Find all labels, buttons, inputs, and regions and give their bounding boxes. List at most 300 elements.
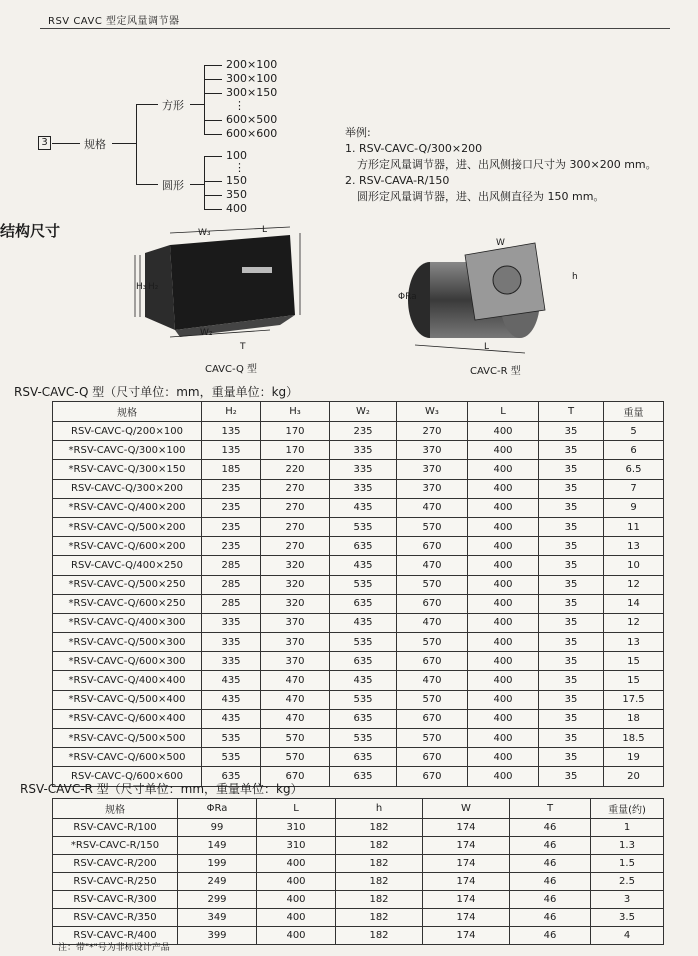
value-cell: 470 [397, 613, 468, 632]
value-cell: 185 [202, 460, 261, 479]
table-row [53, 537, 664, 556]
example-line: 2. RSV-CAVA-R/150 [345, 174, 450, 187]
table-row [53, 460, 664, 479]
tree-connector [204, 195, 222, 196]
col-header: 规格 [53, 799, 178, 819]
value-cell: 182 [336, 873, 423, 891]
spec-cell: *RSV-CAVC-Q/500×500 [53, 729, 202, 748]
value-cell: 535 [330, 690, 397, 709]
value-cell: 35 [539, 709, 604, 728]
dim-label-h: h [572, 272, 578, 282]
spec-cell: RSV-CAVC-Q/200×100 [53, 422, 202, 441]
tree-connector [112, 143, 136, 144]
value-cell: 400 [468, 441, 539, 460]
value-cell: 6.5 [604, 460, 664, 479]
value-cell: 400 [468, 594, 539, 613]
value-cell: 35 [539, 517, 604, 536]
value-cell: 470 [397, 671, 468, 690]
table-row [53, 652, 664, 671]
value-cell: 270 [261, 498, 330, 517]
value-cell: 182 [336, 909, 423, 927]
round-size-ellipsis: ⋮ [234, 161, 245, 174]
round-size: 150 [226, 174, 247, 187]
tree-connector [190, 184, 204, 185]
value-cell: 400 [468, 479, 539, 498]
tree-connector [190, 104, 204, 105]
value-cell: 46 [510, 891, 591, 909]
tree-connector [204, 181, 222, 182]
value-cell: 570 [397, 729, 468, 748]
value-cell: 18 [604, 709, 664, 728]
table-row [53, 729, 664, 748]
value-cell: 400 [257, 873, 336, 891]
square-size-ellipsis: ⋮ [234, 99, 245, 112]
table-q-title: RSV-CAVC-Q 型（尺寸单位：mm，重量单位：kg） [14, 385, 299, 399]
value-cell: 470 [261, 709, 330, 728]
table-r [52, 798, 664, 945]
value-cell: 635 [330, 594, 397, 613]
value-cell: 400 [468, 729, 539, 748]
col-header: 规格 [53, 402, 202, 422]
value-cell: 285 [202, 575, 261, 594]
table-row [53, 479, 664, 498]
value-cell: 270 [261, 517, 330, 536]
value-cell: 400 [468, 460, 539, 479]
value-cell: 199 [178, 855, 257, 873]
value-cell: 535 [330, 575, 397, 594]
value-cell: 174 [423, 855, 510, 873]
value-cell: 285 [202, 594, 261, 613]
value-cell: 570 [397, 517, 468, 536]
spec-cell: RSV-CAVC-R/350 [53, 909, 178, 927]
value-cell: 435 [330, 498, 397, 517]
spec-cell: RSV-CAVC-R/400 [53, 927, 178, 945]
spec-cell: RSV-CAVC-Q/400×250 [53, 556, 202, 575]
value-cell: 535 [330, 633, 397, 652]
spec-cell: RSV-CAVC-R/200 [53, 855, 178, 873]
table-row [53, 855, 664, 873]
value-cell: 670 [397, 767, 468, 786]
round-size: 100 [226, 149, 247, 162]
value-cell: 570 [261, 729, 330, 748]
value-cell: 11 [604, 517, 664, 536]
value-cell: 149 [178, 837, 257, 855]
value-cell: 1.3 [591, 837, 664, 855]
cavc-q-drawing [130, 225, 330, 350]
value-cell: 635 [330, 709, 397, 728]
value-cell: 1 [591, 819, 664, 837]
value-cell: 18.5 [604, 729, 664, 748]
value-cell: 335 [202, 633, 261, 652]
value-cell: 400 [468, 709, 539, 728]
example-line: 方形定风量调节器，进、出风侧接口尺寸为 300×200 mm。 [357, 158, 657, 171]
table-row [53, 422, 664, 441]
value-cell: 670 [397, 709, 468, 728]
spec-cell: *RSV-CAVC-Q/400×400 [53, 671, 202, 690]
value-cell: 174 [423, 927, 510, 945]
value-cell: 399 [178, 927, 257, 945]
table-row [53, 441, 664, 460]
value-cell: 35 [539, 652, 604, 671]
value-cell: 370 [261, 633, 330, 652]
value-cell: 235 [202, 537, 261, 556]
value-cell: 46 [510, 909, 591, 927]
value-cell: 335 [202, 652, 261, 671]
value-cell: 335 [330, 479, 397, 498]
value-cell: 182 [336, 927, 423, 945]
value-cell: 635 [330, 652, 397, 671]
value-cell: 470 [261, 671, 330, 690]
value-cell: 174 [423, 837, 510, 855]
value-cell: 670 [261, 767, 330, 786]
value-cell: 435 [330, 556, 397, 575]
value-cell: 35 [539, 441, 604, 460]
value-cell: 570 [397, 633, 468, 652]
value-cell: 135 [202, 441, 261, 460]
spec-cell: *RSV-CAVC-Q/300×100 [53, 441, 202, 460]
value-cell: 235 [202, 479, 261, 498]
value-cell: 35 [539, 594, 604, 613]
spec-cell: *RSV-CAVC-Q/500×300 [53, 633, 202, 652]
dim-label-w: W [496, 238, 505, 248]
table-row [53, 575, 664, 594]
value-cell: 400 [468, 690, 539, 709]
value-cell: 370 [397, 441, 468, 460]
square-label: 方形 [162, 99, 184, 112]
round-size: 350 [226, 188, 247, 201]
value-cell: 35 [539, 537, 604, 556]
header-divider [40, 28, 670, 29]
col-header: 重量(约) [591, 799, 664, 819]
value-cell: 400 [257, 891, 336, 909]
col-header: T [510, 799, 591, 819]
tree-connector [204, 156, 205, 209]
dim-label-t: T [240, 342, 246, 352]
value-cell: 670 [397, 652, 468, 671]
value-cell: 220 [261, 460, 330, 479]
square-size: 300×100 [226, 72, 278, 85]
value-cell: 15 [604, 671, 664, 690]
table-q-header-row [53, 402, 664, 422]
footnote: 注：带"*"号为非标设计产品 [58, 943, 170, 953]
col-header: h [336, 799, 423, 819]
value-cell: 35 [539, 556, 604, 575]
value-cell: 235 [202, 517, 261, 536]
table-row [53, 671, 664, 690]
value-cell: 270 [261, 537, 330, 556]
value-cell: 400 [468, 652, 539, 671]
value-cell: 370 [261, 613, 330, 632]
value-cell: 670 [397, 748, 468, 767]
value-cell: 535 [202, 729, 261, 748]
spec-cell: *RSV-CAVC-Q/600×400 [53, 709, 202, 728]
spec-cell: *RSV-CAVC-Q/400×300 [53, 613, 202, 632]
value-cell: 335 [202, 613, 261, 632]
value-cell: 182 [336, 855, 423, 873]
col-header: 重量 [604, 402, 664, 422]
table-row [53, 517, 664, 536]
table-row [53, 891, 664, 909]
dim-label-h3: H₃ [136, 282, 147, 292]
tree-connector [136, 104, 137, 184]
value-cell: 249 [178, 873, 257, 891]
spec-cell: RSV-CAVC-R/100 [53, 819, 178, 837]
col-header: H₃ [261, 402, 330, 422]
spec-cell: *RSV-CAVC-Q/500×400 [53, 690, 202, 709]
value-cell: 635 [330, 767, 397, 786]
table-row [53, 748, 664, 767]
table-row [53, 594, 664, 613]
value-cell: 35 [539, 498, 604, 517]
spec-cell: RSV-CAVC-Q/300×200 [53, 479, 202, 498]
value-cell: 320 [261, 556, 330, 575]
value-cell: 435 [202, 690, 261, 709]
dim-label-w3: W₃ [198, 228, 211, 238]
tree-connector [204, 156, 222, 157]
value-cell: 470 [397, 556, 468, 575]
value-cell: 535 [330, 517, 397, 536]
value-cell: 400 [468, 748, 539, 767]
value-cell: 635 [202, 767, 261, 786]
spec-cell: *RSV-CAVC-Q/400×200 [53, 498, 202, 517]
spec-cell: *RSV-CAVC-Q/600×250 [53, 594, 202, 613]
spec-cell: *RSV-CAVC-R/150 [53, 837, 178, 855]
table-row [53, 556, 664, 575]
value-cell: 17.5 [604, 690, 664, 709]
square-size: 300×150 [226, 86, 278, 99]
value-cell: 170 [261, 441, 330, 460]
table-row [53, 837, 664, 855]
value-cell: 435 [330, 671, 397, 690]
value-cell: 46 [510, 837, 591, 855]
value-cell: 635 [330, 748, 397, 767]
spec-cell: *RSV-CAVC-Q/500×250 [53, 575, 202, 594]
dim-label-l: L [262, 225, 268, 235]
spec-label: 规格 [84, 138, 106, 151]
tree-connector [204, 120, 222, 121]
tree-connector [136, 104, 158, 105]
value-cell: 535 [202, 748, 261, 767]
col-header: ΦRa [178, 799, 257, 819]
value-cell: 9 [604, 498, 664, 517]
value-cell: 670 [397, 594, 468, 613]
value-cell: 400 [257, 927, 336, 945]
value-cell: 670 [397, 537, 468, 556]
col-header: L [468, 402, 539, 422]
section-title: 结构尺寸 [0, 222, 61, 240]
value-cell: 570 [397, 575, 468, 594]
value-cell: 174 [423, 819, 510, 837]
value-cell: 170 [261, 422, 330, 441]
value-cell: 400 [468, 422, 539, 441]
value-cell: 46 [510, 927, 591, 945]
value-cell: 35 [539, 767, 604, 786]
spec-cell: *RSV-CAVC-Q/500×200 [53, 517, 202, 536]
dim-label-w2: W₂ [200, 328, 213, 338]
value-cell: 46 [510, 819, 591, 837]
value-cell: 7 [604, 479, 664, 498]
value-cell: 400 [468, 537, 539, 556]
value-cell: 5 [604, 422, 664, 441]
tree-connector [204, 79, 222, 80]
value-cell: 12 [604, 613, 664, 632]
value-cell: 182 [336, 837, 423, 855]
table-row [53, 498, 664, 517]
square-size: 200×100 [226, 58, 278, 71]
tree-connector [52, 143, 80, 144]
value-cell: 3 [591, 891, 664, 909]
value-cell: 135 [202, 422, 261, 441]
value-cell: 400 [468, 633, 539, 652]
square-size: 600×500 [226, 113, 278, 126]
value-cell: 299 [178, 891, 257, 909]
table-row [53, 633, 664, 652]
value-cell: 435 [202, 671, 261, 690]
spec-cell: RSV-CAVC-Q/600×600 [53, 767, 202, 786]
example-line: 1. RSV-CAVC-Q/300×200 [345, 142, 483, 155]
spec-cell: *RSV-CAVC-Q/600×500 [53, 748, 202, 767]
value-cell: 182 [336, 819, 423, 837]
col-header: H₂ [202, 402, 261, 422]
value-cell: 99 [178, 819, 257, 837]
value-cell: 635 [330, 537, 397, 556]
table-r-header-row [53, 799, 664, 819]
table-q [52, 401, 664, 787]
value-cell: 3.5 [591, 909, 664, 927]
col-header: T [539, 402, 604, 422]
dim-label-l-r: L [484, 342, 490, 352]
spec-cell: *RSV-CAVC-Q/600×300 [53, 652, 202, 671]
value-cell: 335 [330, 460, 397, 479]
example-title: 举例: [345, 126, 371, 139]
value-cell: 35 [539, 575, 604, 594]
square-size: 600×600 [226, 127, 278, 140]
value-cell: 270 [261, 479, 330, 498]
value-cell: 570 [397, 690, 468, 709]
value-cell: 570 [261, 748, 330, 767]
value-cell: 535 [330, 729, 397, 748]
cavc-q-caption: CAVC-Q 型 [205, 364, 258, 375]
tree-connector [204, 134, 222, 135]
value-cell: 235 [202, 498, 261, 517]
table-row [53, 690, 664, 709]
value-cell: 13 [604, 537, 664, 556]
tree-connector [204, 209, 222, 210]
value-cell: 14 [604, 594, 664, 613]
spec-cell: *RSV-CAVC-Q/300×150 [53, 460, 202, 479]
value-cell: 370 [261, 652, 330, 671]
value-cell: 35 [539, 479, 604, 498]
value-cell: 470 [397, 498, 468, 517]
value-cell: 435 [330, 613, 397, 632]
tree-connector [136, 184, 158, 185]
value-cell: 2.5 [591, 873, 664, 891]
tree-connector [204, 93, 222, 94]
spec-cell: RSV-CAVC-R/250 [53, 873, 178, 891]
value-cell: 35 [539, 422, 604, 441]
value-cell: 182 [336, 891, 423, 909]
value-cell: 20 [604, 767, 664, 786]
value-cell: 320 [261, 594, 330, 613]
dim-label-ra: ΦRa [398, 292, 417, 302]
value-cell: 35 [539, 671, 604, 690]
value-cell: 400 [468, 767, 539, 786]
value-cell: 310 [257, 819, 336, 837]
value-cell: 35 [539, 460, 604, 479]
cavc-r-drawing [395, 225, 585, 360]
value-cell: 310 [257, 837, 336, 855]
col-header: W₃ [397, 402, 468, 422]
example-line: 圆形定风量调节器，进、出风侧直径为 150 mm。 [357, 190, 605, 203]
value-cell: 470 [261, 690, 330, 709]
value-cell: 320 [261, 575, 330, 594]
spec-index-box: 3 [38, 136, 51, 150]
tree-connector [204, 65, 222, 66]
value-cell: 1.5 [591, 855, 664, 873]
value-cell: 370 [397, 479, 468, 498]
value-cell: 35 [539, 613, 604, 632]
value-cell: 400 [257, 909, 336, 927]
table-r-title: RSV-CAVC-R 型（尺寸单位：mm，重量单位：kg） [20, 782, 303, 796]
value-cell: 235 [330, 422, 397, 441]
table-row [53, 819, 664, 837]
spec-cell: RSV-CAVC-R/300 [53, 891, 178, 909]
col-header: W [423, 799, 510, 819]
value-cell: 6 [604, 441, 664, 460]
cavc-r-caption: CAVC-R 型 [470, 366, 521, 377]
value-cell: 370 [397, 460, 468, 479]
value-cell: 270 [397, 422, 468, 441]
value-cell: 400 [468, 575, 539, 594]
value-cell: 400 [468, 556, 539, 575]
value-cell: 400 [468, 517, 539, 536]
table-row [53, 873, 664, 891]
value-cell: 35 [539, 729, 604, 748]
value-cell: 46 [510, 855, 591, 873]
col-header: L [257, 799, 336, 819]
value-cell: 400 [468, 498, 539, 517]
value-cell: 174 [423, 891, 510, 909]
tree-connector [204, 65, 205, 135]
value-cell: 435 [202, 709, 261, 728]
value-cell: 10 [604, 556, 664, 575]
value-cell: 46 [510, 873, 591, 891]
value-cell: 15 [604, 652, 664, 671]
table-row [53, 909, 664, 927]
table-row [53, 709, 664, 728]
value-cell: 35 [539, 748, 604, 767]
value-cell: 12 [604, 575, 664, 594]
col-header: W₂ [330, 402, 397, 422]
value-cell: 35 [539, 633, 604, 652]
value-cell: 400 [468, 613, 539, 632]
spec-cell: *RSV-CAVC-Q/600×200 [53, 537, 202, 556]
value-cell: 400 [468, 671, 539, 690]
round-size: 400 [226, 202, 247, 215]
value-cell: 35 [539, 690, 604, 709]
value-cell: 4 [591, 927, 664, 945]
value-cell: 400 [257, 855, 336, 873]
table-row [53, 613, 664, 632]
value-cell: 349 [178, 909, 257, 927]
value-cell: 285 [202, 556, 261, 575]
round-label: 圆形 [162, 179, 184, 192]
dim-label-h2: H₂ [148, 282, 159, 292]
value-cell: 13 [604, 633, 664, 652]
page-header: RSV CAVC 型定风量调节器 [48, 16, 180, 27]
value-cell: 335 [330, 441, 397, 460]
example-block [345, 125, 657, 205]
